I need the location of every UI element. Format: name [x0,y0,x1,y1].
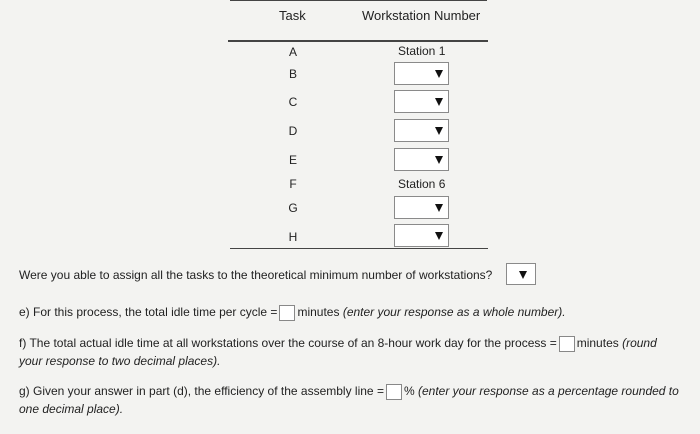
assign-answer-dropdown[interactable] [506,263,536,285]
station-dropdown-d[interactable] [394,119,449,142]
task-g: G [288,201,298,215]
station-dropdown-h[interactable] [394,224,449,247]
task-a: A [288,45,297,59]
task-h: H [288,230,298,244]
chevron-down-icon [435,204,443,212]
chevron-down-icon [435,127,443,135]
question-g-note-1: (enter your response as a percentage rounded to [417,384,679,398]
task-f: F [289,177,297,191]
question-g-text: g) Given your answer in part (d), the efficiency of the assembly line = [19,384,384,398]
table-bottom-rule [230,248,488,249]
station-dropdown-b[interactable] [394,62,449,85]
efficiency-input[interactable] [386,384,402,400]
chevron-down-icon [435,156,443,164]
question-g-note-2: one decimal place). [19,402,124,416]
assign-question [19,266,492,284]
question-e-note: (enter your response as a whole number). [342,305,566,319]
question-g [19,382,679,400]
task-b: B [288,67,297,81]
task-column-header: Task [279,8,306,23]
chevron-down-icon [435,98,443,106]
station-dropdown-g[interactable] [394,196,449,219]
table-header-rule [228,40,488,42]
station-dropdown-c[interactable] [394,90,449,113]
question-f-text: f) The total actual idle time at all workstations over the course of an 8-hour work day for the process = [19,336,557,350]
question-f-unit: minutes [576,336,619,350]
question-g-line2 [19,400,123,418]
task-e: E [288,153,297,167]
chevron-down-icon [435,70,443,78]
station-dropdown-e[interactable] [394,148,449,171]
question-f-note-2: your response to two decimal places). [19,354,221,368]
total-idle-time-input[interactable] [559,336,575,352]
question-f-line2 [19,352,220,370]
question-e [19,303,566,321]
chevron-down-icon [435,232,443,240]
table-top-rule [230,0,487,1]
task-d: D [288,124,298,138]
station-task-f: Station 6 [398,177,446,191]
workstation-column-header: Workstation Number [362,8,481,23]
question-f [19,334,657,352]
station-task-a: Station 1 [398,44,446,58]
question-e-unit: minutes [297,305,340,319]
task-c: C [288,95,298,109]
assign-question-text: Were you able to assign all the tasks to the theoretical minimum number of workstations? [19,268,493,282]
question-g-unit: % [403,384,415,398]
question-f-note-1: (round [622,336,657,350]
idle-time-per-cycle-input[interactable] [279,305,295,321]
chevron-down-icon [519,271,527,279]
question-e-text: e) For this process, the total idle time per cycle = [19,305,278,319]
